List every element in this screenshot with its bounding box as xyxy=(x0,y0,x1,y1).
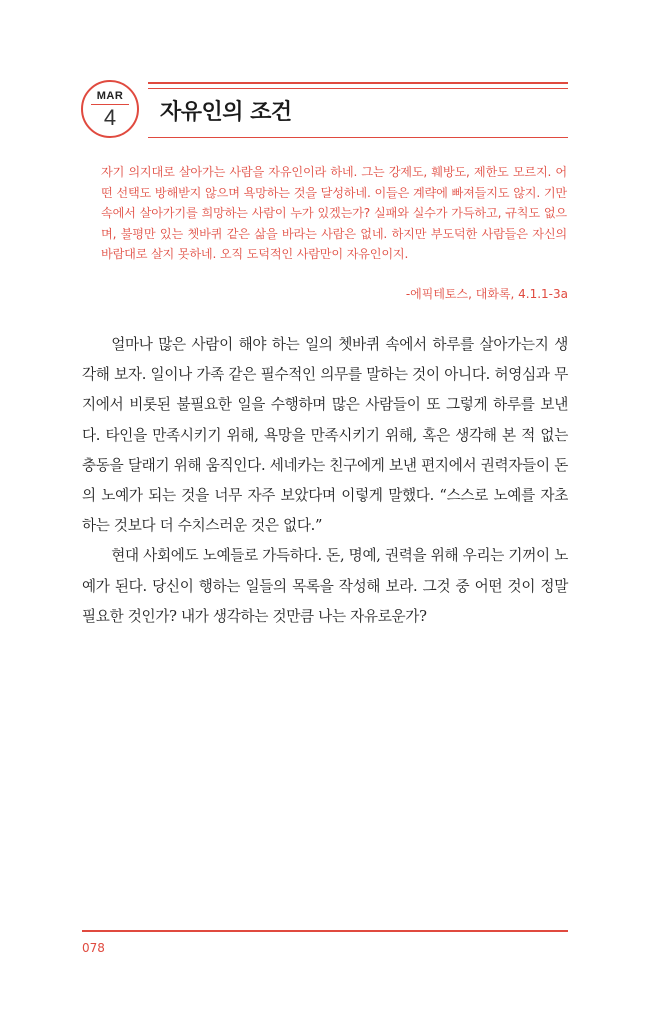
quote-attribution: -에픽테토스, 대화록, 4.1.1-3a xyxy=(405,287,568,301)
header-rule-bottom xyxy=(148,137,568,138)
date-month: MAR xyxy=(96,90,124,102)
footer-rule xyxy=(82,930,568,932)
date-badge xyxy=(81,80,139,138)
body-paragraph-2: 현대 사회에도 노예들로 가득하다. 돈, 명예, 권력을 위해 우리는 기꺼이 노예가 된다. 당신이 행하는 일들의 목록을 작성해 보라. 그것 중 어떤 것이 정말 필요한 것인가? 내가 생각하는 것만큼 나는 자유로운가? xyxy=(82,547,568,625)
page-number: 078 xyxy=(82,941,105,955)
epigraph-quote: 자기 의지대로 살아가는 사람을 자유인이라 하네. 그는 강제도, 훼방도, 제한도 모르지. 어떤 선택도 방해받지 않으며 욕망하는 것을 달성하네. 이들은 계략에 빠져들지도 않지. 기만 속에서 살아가기를 희망하는 사람이 누가 있겠는가? 실패와 실수가 가득하고, 규칙도 없으며, 불평만 있는 쳇바퀴 같은 삶을 바라는 사람은 없네. 하지만 부도덕한 사람들은 자신의 바람대로 살지 못하네. 오직 도덕적인 사람만이 자유인이지. xyxy=(101,165,567,261)
body-text xyxy=(82,330,568,632)
page-title: 자유인의 조건 xyxy=(160,100,292,125)
body-paragraph-1: 얼마나 많은 사람이 해야 하는 일의 쳇바퀴 속에서 하루를 살아가는지 생각해 보자. 일이나 가족 같은 필수적인 의무를 말하는 것이 아니다. 허영심과 무지에서 비롯된 불필요한 일을 수행하며 많은 사람들이 또 그렇게 하루를 보낸다. 타인을 만족시키기 위해, 욕망을 만족시키기 위해, 혹은 생각해 본 적 없는 충동을 달래기 위해 움직인다. 세네카는 친구에게 보낸 편지에서 권력자들이 돈의 노예가 되는 것을 너무 자주 보았다며 이렇게 말했다. “스스로 노예를 자초하는 것보다 더 수치스러운 것은 없다.” xyxy=(82,336,568,535)
header-rule-top-thin xyxy=(148,88,568,89)
header-rule-top xyxy=(148,82,568,84)
date-day: 4 xyxy=(103,105,117,130)
